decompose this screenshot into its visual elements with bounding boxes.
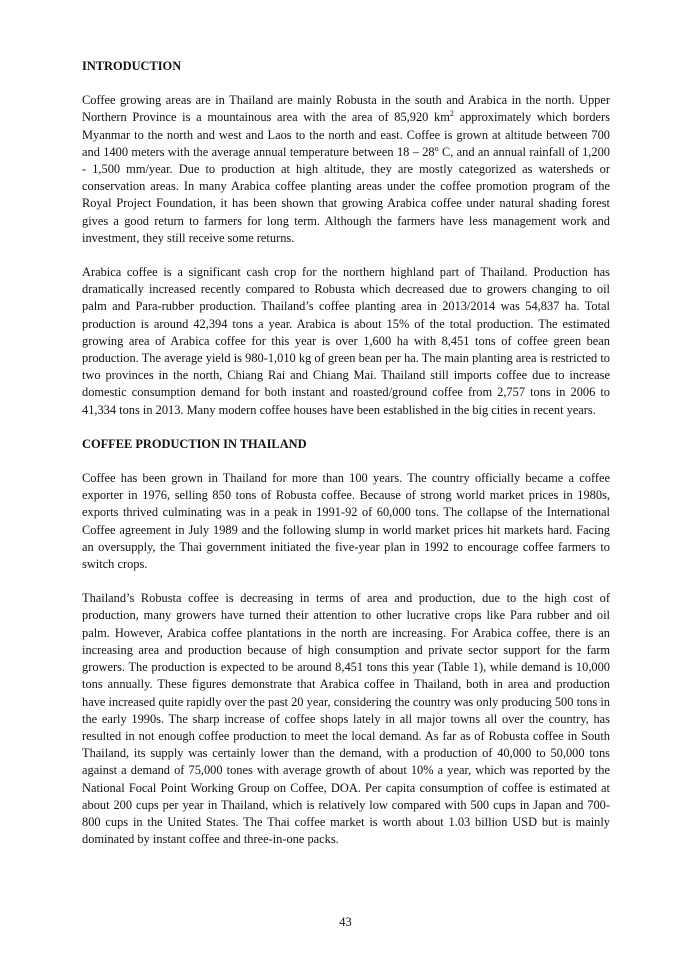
- intro-p1-text-c: C, and an annual rainfall of 1,200 - 1,500 mm/year. Due to production at high altitude, they are mostly categorized as watersheds or conservation areas. In many Arabica coffee planting areas under the coffee promotion program of the Royal Project Foundation, it has been shown that growing Arabica coffee under natural shading forest gives a good return to farmers for long term. Although the farmers have less management work and investment, they still receive some returns.: [82, 144, 610, 245]
- page-body: [82, 58, 610, 865]
- production-paragraph-2: Thailand’s Robusta coffee is decreasing in terms of area and production, due to the high cost of production, many growers have turned their attention to other lucrative crops like Para rubber and oil palm. However, Arabica coffee plantations in the north are increasing. For Arabica coffee, there is an increasing area and production because of high consumption and private sector support for the farm growers. The production is expected to be around 8,451 tons this year (Table 1), while demand is 10,000 tons annually. These figures demonstrate that Arabica coffee in Thailand, both in area and production have increased quite rapidly over the past 20 year, considering the country was only producing 500 tons in the early 1990s. The sharp increase of coffee shops lately in all major towns all over the country, has resulted in not enough coffee production to meet the local demand. As far as of Robusta coffee in South Thailand, its supply was certainly lower than the demand, with a production of 40,000 to 50,000 tons against a demand of 75,000 tones with average growth of about 10% a year, which was reported by the National Focal Point Working Group on Coffee, DOA. Per capita consumption of coffee is estimated at about 200 cups per year in Thailand, which is relatively low compared with 500 cups in Japan and 700-800 cups in the United States. The Thai coffee market is worth about 1.03 billion USD but is mainly dominated by instant coffee and three-in-one packs.: [82, 591, 610, 847]
- section-heading-introduction: INTRODUCTION: [82, 59, 182, 73]
- intro-paragraph-2: Arabica coffee is a significant cash crop for the northern highland part of Thailand. Production has dramatically increased recently compared to Robusta which decreased due to growers changing to oil palm and Para-rubber production. Thailand’s coffee planting area in 2013/2014 was 54,837 ha. Total production is around 42,394 tons a year. Arabica is about 15% of the total production. The estimated growing area of Arabica coffee for this year is over 1,600 ha with 8,451 tons of coffee green bean production. The average yield is 980-1,010 kg of green bean per ha. The main planting area is restricted to two provinces in the north, Chiang Rai and Chiang Mai. Thailand still imports coffee due to increase domestic consumption demand for both instant and roasted/ground coffee from 2,757 tons in 2006 to 41,334 tons in 2013. Many modern coffee houses have been established in the big cities in recent years.: [82, 265, 610, 417]
- production-paragraph-1: Coffee has been grown in Thailand for more than 100 years. The country officially became a coffee exporter in 1976, selling 850 tons of Robusta coffee. Because of strong world market prices in 1980s, exports thrived culminating was in a peak in 1991-92 of 60,000 tons. The collapse of the International Coffee agreement in July 1989 and the following slump in world market prices hit markets hard. Facing an oversupply, the Thai government initiated the five-year plan in 1992 to encourage coffee farmers to switch crops.: [82, 471, 610, 572]
- superscript-degree: o: [434, 143, 439, 153]
- intro-p1-text-a: Coffee growing areas are in Thailand are mainly Robusta in the south and Arabica in the north. Upper Northern Province is a mountainous area with the area of 85,920 km: [82, 93, 610, 125]
- superscript-2: 2: [449, 109, 454, 119]
- intro-paragraph-1: [82, 92, 610, 247]
- section-heading-coffee-production: COFFEE PRODUCTION IN THAILAND: [82, 436, 307, 451]
- page-number: 43: [339, 915, 352, 929]
- intro-p1-text-b: approximately which borders Myanmar to the north and west and Laos to the north and east. Coffee is grown at altitude between 700 and 1400 meters with the average annual temperature between 18 – 28: [82, 110, 610, 159]
